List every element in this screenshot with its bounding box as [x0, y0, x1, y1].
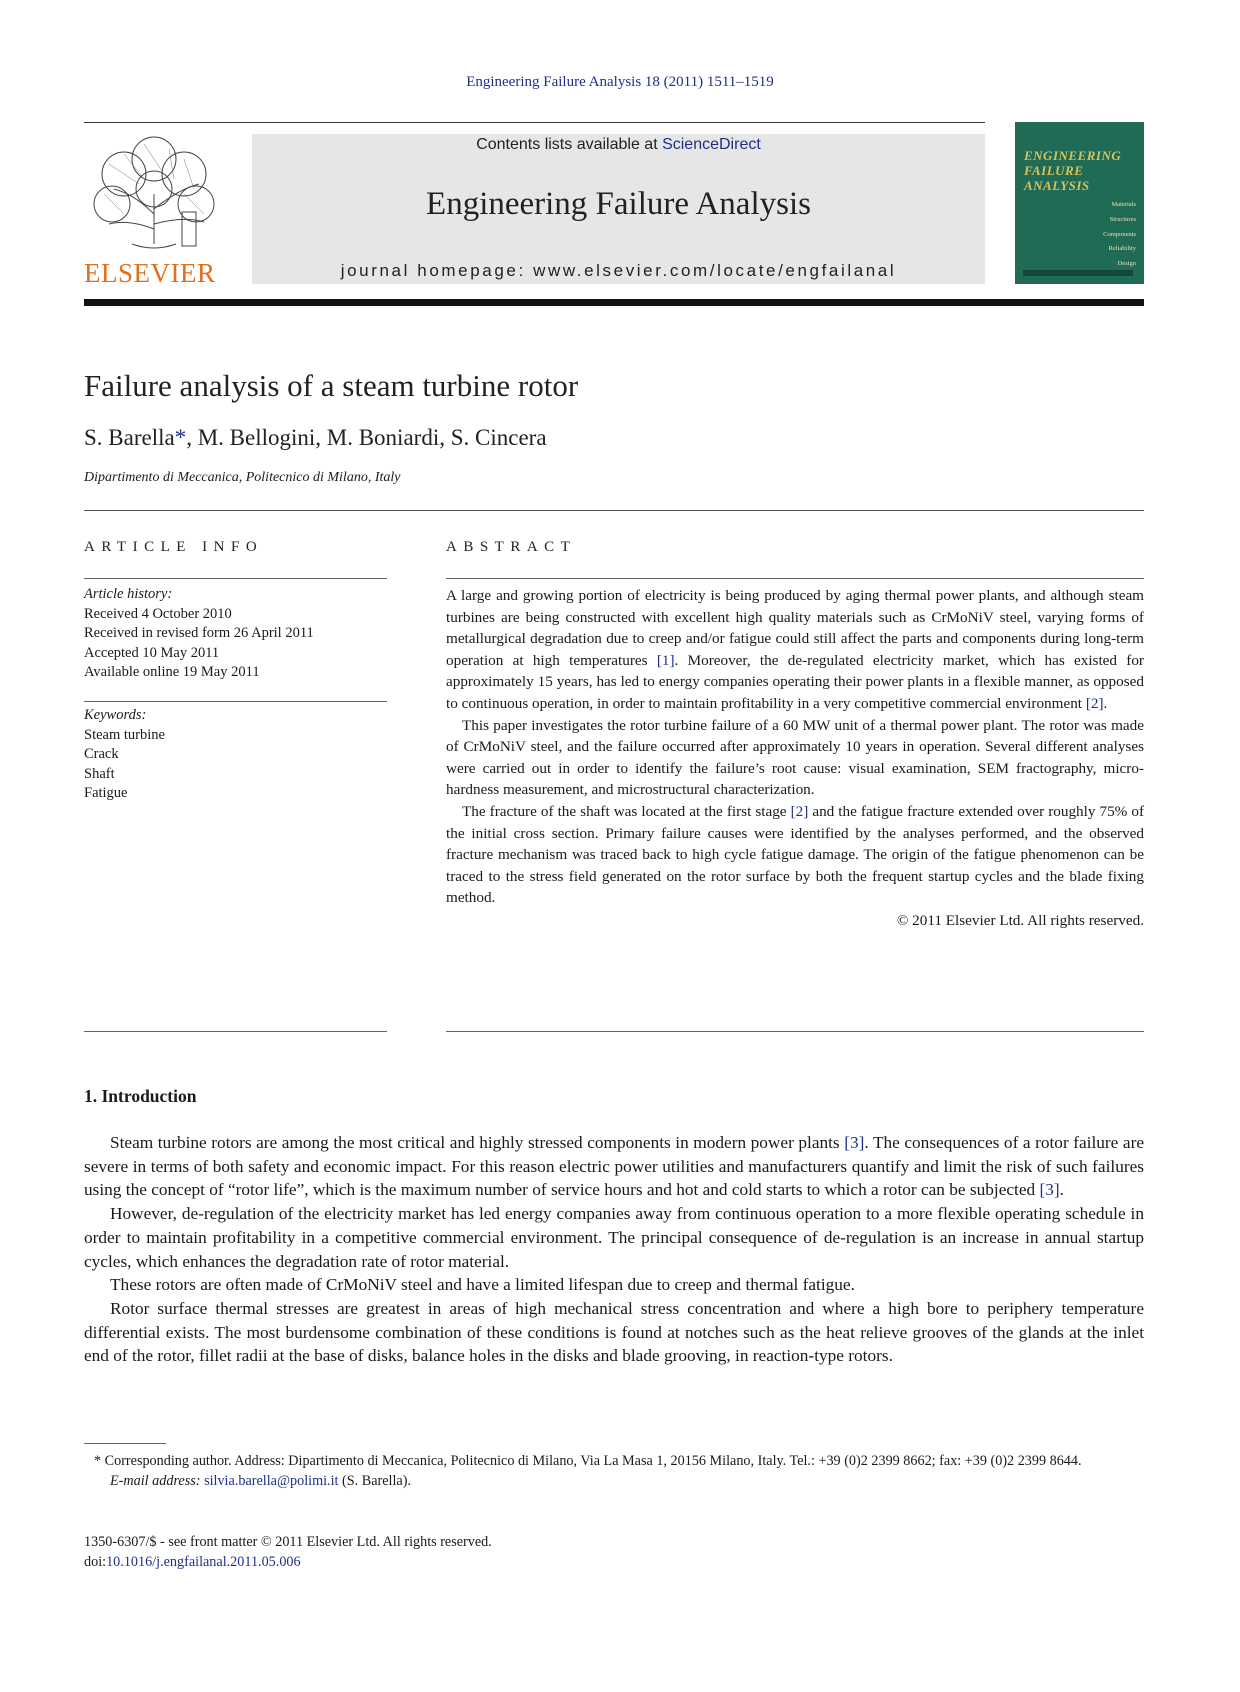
author-name[interactable]: M. Bellogini [197, 425, 316, 450]
author-name[interactable]: S. Barella [84, 425, 175, 450]
article-info-bottom-rule [84, 1031, 387, 1032]
abstract-paragraph: The fracture of the shaft was located at the first stage [2] and the fatigue fracture extended over roughly 75% of the initial cross section. Primary failure causes were identified by the analyses performed, and the observed fracture mechanism was traced back to high cycle fatigue damage. The origin of the fatigue phenomenon can be traced to the stress field generated on the rotor surface by both the frequent startup cycles and the blade fixing method. [446, 802, 1144, 907]
keyword: Shaft [84, 765, 115, 782]
article-info-heading: ARTICLE INFO [84, 539, 264, 555]
keywords-label: Keywords: [84, 707, 147, 723]
cover-title-line: ANALYSIS [1024, 178, 1090, 193]
keywords [84, 706, 384, 804]
body-paragraph: However, de-regulation of the electricity market has led energy companies away from continuous operation to a more flexible operating schedule in order to maintain profitability in a competitive commercial environment. The principal consequence of de-regulation is an increase in annual startup cycles, which enhances the degradation rate of rotor material. [84, 1204, 1144, 1271]
author-list: S. Barella*, M. Bellogini, M. Boniardi, S. Cincera [84, 425, 547, 450]
cover-topic: Design [1117, 260, 1136, 268]
footnote-email-line: E-mail address: silvia.barella@polimi.it (S. Barella). [110, 1473, 411, 1489]
reference-link[interactable]: [3] [1039, 1180, 1060, 1200]
history-entry: Accepted 10 May 2011 [84, 644, 220, 661]
abstract-rule [446, 578, 1144, 579]
cover-title [1024, 148, 1121, 193]
cover-topics [1103, 198, 1136, 272]
cover-topic: Structures [1109, 215, 1136, 223]
cover-title-line: FAILURE [1024, 163, 1084, 178]
abstract-bottom-rule [446, 1031, 1144, 1032]
history-entry: Received in revised form 26 April 2011 [84, 625, 314, 641]
history-entry: Received 4 October 2010 [84, 605, 232, 622]
contents-line [252, 136, 985, 154]
section-heading: 1. Introduction [84, 1086, 197, 1106]
reference-link[interactable]: [3] [844, 1133, 865, 1152]
title-rule [84, 510, 1144, 511]
abstract-body [446, 585, 1144, 932]
journal-citation[interactable]: Engineering Failure Analysis 18 (2011) 1511–1519 [466, 74, 774, 90]
article-info-rule [84, 578, 387, 579]
doi-line: doi:10.1016/j.engfailanal.2011.05.006 [84, 1554, 301, 1570]
keywords-rule [84, 701, 387, 702]
journal-cover-thumbnail[interactable] [1015, 122, 1144, 284]
introduction-body [84, 1131, 1144, 1368]
reference-link[interactable]: [2] [1085, 694, 1104, 712]
keyword: Fatigue [84, 785, 128, 801]
body-paragraph: Steam turbine rotors are among the most critical and highly stressed components in modern power plants [3]. The consequences of a rotor failure are severe in terms of both safety and economic impact. For this reason electric power utilities and manufacturers quantify and limit the risk of such failures using the concept of “rotor life”, which is the maximum number of service hours and hot and cold starts to which a rotor can be subjected [3]. [84, 1133, 1144, 1200]
journal-title: Engineering Failure Analysis [426, 186, 811, 222]
contents-prefix: Contents lists available at [476, 136, 663, 153]
keyword: Crack [84, 746, 119, 762]
article-title: Failure analysis of a steam turbine rotor [84, 368, 579, 403]
elsevier-logo-text: ELSEVIER [84, 258, 216, 288]
cover-topic: Components [1103, 230, 1136, 238]
cover-topic: Materials [1111, 201, 1136, 208]
abstract-copyright: © 2011 Elsevier Ltd. All rights reserved. [896, 911, 1144, 929]
author-name[interactable]: M. Boniardi [326, 425, 440, 450]
cover-title-line: ENGINEERING [1024, 148, 1122, 163]
body-paragraph: Rotor surface thermal stresses are greatest in areas of high mechanical stress concentration and where a high bore to periphery temperature differential exists. The most burdensome combination of these conditions is found at notches such as the heat relieve grooves of the glands at the inlet end of the rotor, fillet radii at the base of disks, balance holes in the disks and blade grooving, in reaction-type rotors. [84, 1298, 1144, 1366]
footnote-rule [84, 1443, 166, 1444]
author-name[interactable]: S. Cincera [450, 425, 547, 450]
abstract-paragraph: This paper investigates the rotor turbine failure of a 60 MW unit of a thermal power plant. The rotor was made of CrMoNiV steel, and the failure occurred after approximately 10 years in operation. Several different analyses were carried out in order to identify the failure’s root cause: visual examination, SEM fractography, micro-hardness measurement, and microstructural characterization. [446, 716, 1144, 799]
reference-link[interactable]: [1] [656, 651, 675, 669]
affiliation: Dipartimento di Meccanica, Politecnico di Milano, Italy [84, 470, 401, 485]
body-paragraph: These rotors are often made of CrMoNiV steel and have a limited lifespan due to creep and thermal fatigue. [110, 1275, 855, 1295]
corresponding-author-mark[interactable]: * [174, 425, 187, 450]
history-label: Article history: [84, 586, 173, 602]
history-entry: Available online 19 May 2011 [84, 664, 260, 680]
author-email-link[interactable]: silvia.barella@polimi.it [204, 1473, 339, 1489]
keyword: Steam turbine [84, 726, 165, 743]
abstract-paragraph: A large and growing portion of electricity is being produced by aging thermal power plants, and although steam turbines are being constructed with excellent high quality materials such as CrMoNiV steel, varying forms of metallurgical degradation due to creep and/or fatigue could still affect the parts and components during long-term operation at high temperatures [1]. Moreover, the de-regulated electricity market, which has existed for approximately 15 years, has led to energy companies operating their power plants in a flexible manner, as opposed to continuous operation, in order to maintain profitability in a very competitive commercial environment [2]. [446, 587, 1144, 712]
footnote-mark: * [94, 1453, 102, 1469]
doi-link[interactable]: 10.1016/j.engfailanal.2011.05.006 [106, 1554, 301, 1570]
issn-line: 1350-6307/$ - see front matter © 2011 Elsevier Ltd. All rights reserved. [84, 1534, 492, 1550]
journal-homepage[interactable]: journal homepage: www.elsevier.com/locate/engfailanal [340, 261, 897, 280]
cover-footer-band [1023, 270, 1133, 276]
footnote-text: * Corresponding author. Address: Dipartimento di Meccanica, Politecnico di Milano, Via La Masa 1, 20156 Milano, Italy. Tel.: +39 (0)2 2399 8662; fax: +39 (0)2 2399 8644. [94, 1453, 1082, 1469]
corresponding-author-footnote [84, 1452, 1144, 1490]
front-matter [84, 1532, 492, 1572]
article-history [84, 585, 384, 683]
cover-topic: Reliability [1108, 245, 1136, 253]
header-rule [84, 122, 985, 123]
reference-link[interactable]: [2] [790, 802, 809, 820]
abstract-heading: ABSTRACT [446, 539, 577, 555]
sciencedirect-link[interactable]: ScienceDirect [662, 136, 761, 153]
header-thick-rule [84, 299, 1144, 306]
